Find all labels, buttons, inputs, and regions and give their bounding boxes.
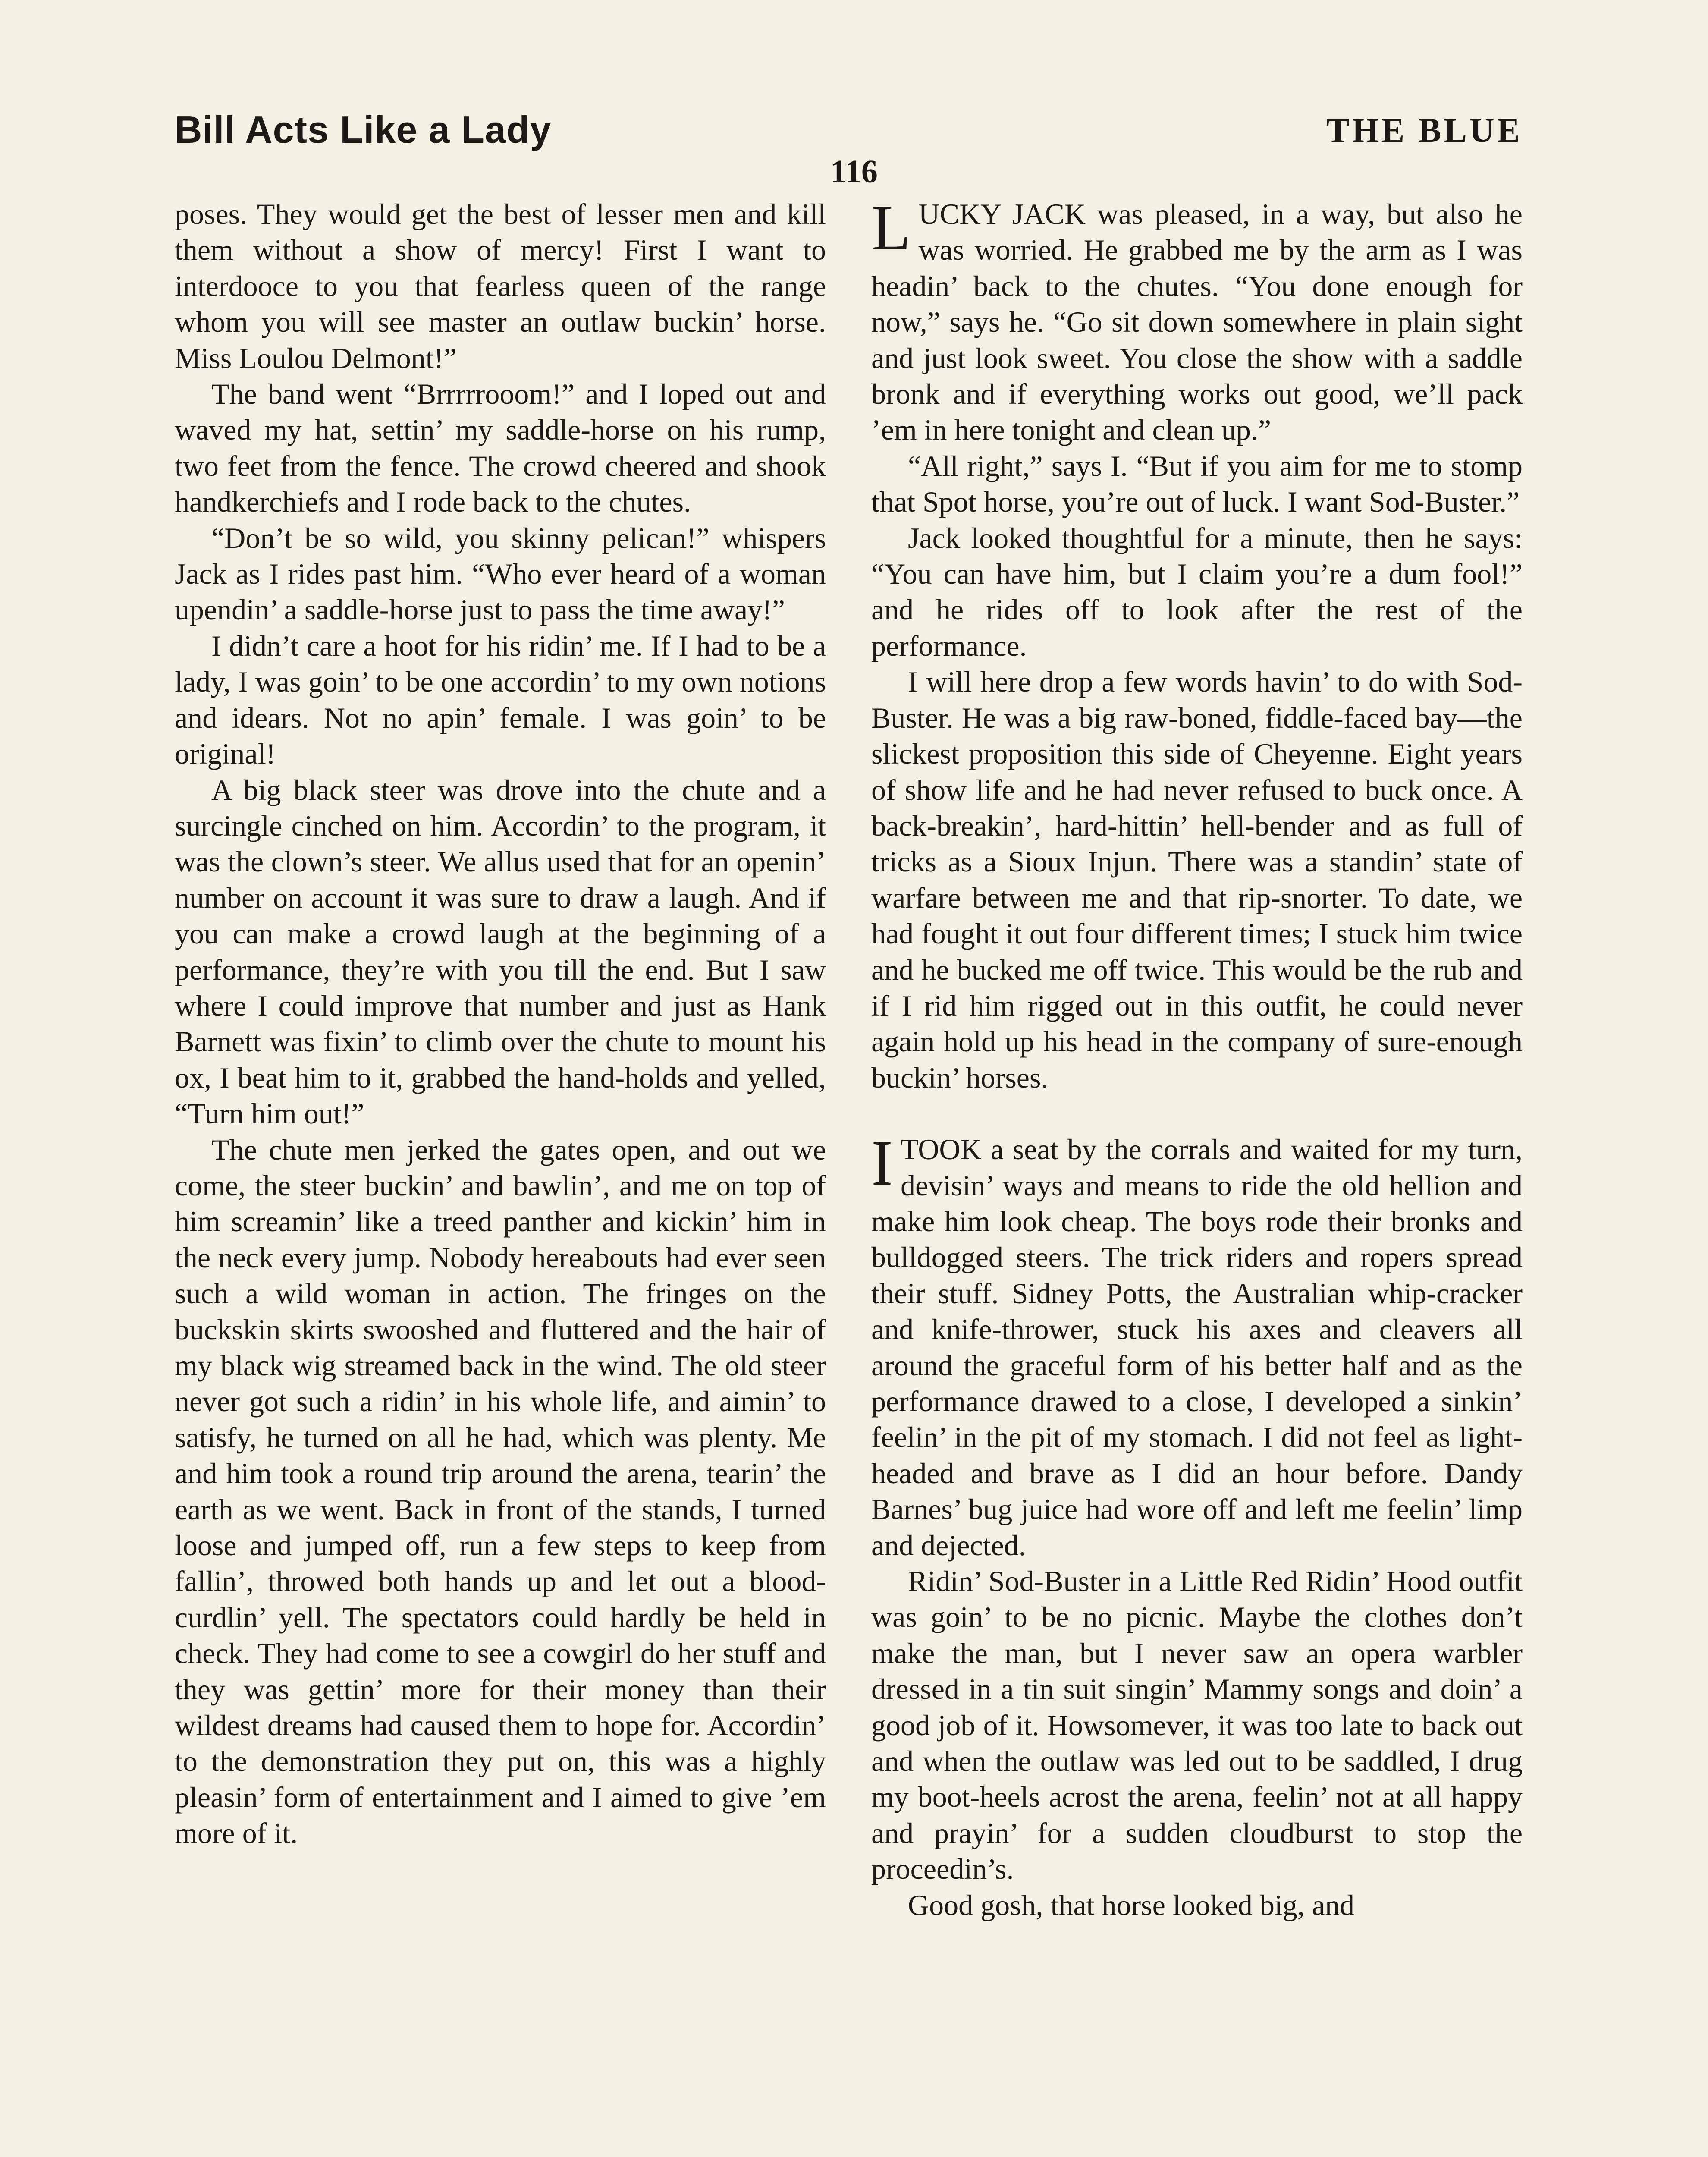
magazine-name: THE BLUE [1326,112,1523,150]
right-column [871,192,1523,1923]
paragraph: The band went “Brrrrrooom!” and I loped out and waved my hat, settin’ my saddle-horse on his rump, two feet from the fence. The crowd cheered and shook handkerchiefs and I rode back to the chutes. [175,377,826,519]
paragraph-text: TOOK a seat by the corrals and waited for my turn, devisin’ ways and means to ride the old hellion and make him look cheap. The boys rode their bronks and bulldogged steers. The trick riders and ropers spread their stuff. Sidney Potts, the Australian whip-cracker and knife-thrower, stuck his axes and cleavers all around the graceful form of his better half and as the performance drawed to a close, I developed a sinkin’ feelin’ in the pit of my stomach. I did not feel as light-headed and brave as I did an hour before. Dandy Barnes’ bug juice had wore off and left me feelin’ limp and dejected. [871,1133,1523,1562]
paragraph: poses. They would get the best of lesser men and kill them without a show of mercy! First I want to interdooce to you that fearless queen of the range whom you will see master an outlaw buckin’ horse. Miss Loulou Delmont!” [175,198,826,374]
paragraph: “All right,” says I. “But if you aim for me to stomp that Spot horse, you’re out of luck. I want Sod-Buster.” [871,449,1523,519]
paragraph-text: UCKY JACK was pleased, in a way, but also he was worried. He grabbed me by the arm as I was headin’ back to the chutes. “You done enough for now,” says he. “Go sit down somewhere in plain sight and just look sweet. You close the show with a saddle bronk and if everything works out good, we’ll pack ’em in here tonight and clean up.” [871,198,1523,446]
page-number: 116 [830,154,878,190]
paragraph: I will here drop a few words havin’ to do with Sod-Buster. He was a big raw-boned, fiddle-faced bay—the slickest proposition this side of Cheyenne. Eight years of show life and he had never refused to buck once. A back-breakin’, hard-hittin’ hell-bender and as full of tricks as a Sioux Injun. There was a standin’ state of warfare between me and that rip-snorter. To date, we had fought it out four different times; I stuck him twice and he bucked me off twice. This would be the rub and if I rid him rigged out in this outfit, he could never again hold up his head in the company of sure-enough buckin’ horses. [871,665,1523,1094]
story-title: Bill Acts Like a Lady [175,108,552,151]
section-opening-paragraph [871,192,1523,448]
paragraph: I didn’t care a hoot for his ridin’ me. If I had to be a lady, I was goin’ to be one accordin’ to my own notions and idears. Not no apin’ female. I was goin’ to be original! [175,629,826,770]
paragraph: Good gosh, that horse looked big, and [908,1888,1354,1921]
paragraph: A big black steer was drove into the chute and a surcingle cinched on him. Accordin’ to the program, it was the clown’s steer. We allus used that for an openin’ number on account it was sure to draw a laugh. And if you can make a crowd laugh at the beginning of a performance, they’re with you till the end. But I saw where I could improve that number and just as Hank Barnett was fixin’ to climb over the chute to mount his ox, I beat him to it, grabbed the hand-holds and yelled, “Turn him out!” [175,773,826,1130]
drop-cap: I [871,1127,893,1199]
drop-cap: L [871,192,911,264]
paragraph: “Don’t be so wild, you skinny pelican!” whispers Jack as I rides past him. “Who ever heard of a woman upendin’ a saddle-horse just to pass the time away!” [175,521,826,626]
paragraph: The chute men jerked the gates open, and out we come, the steer buckin’ and bawlin’, and me on top of him screamin’ like a treed panther and kickin’ him in the neck every jump. Nobody hereabouts had ever seen such a wild woman in action. The fringes on the buckskin skirts swooshed and fluttered and the hair of my black wig streamed back in the wind. The old steer never got such a ridin’ in his whole life, and aimin’ to satisfy, he turned on all he had, which was plenty. Me and him took a round trip around the arena, tearin’ the earth as we went. Back in front of the stands, I turned loose and jumped off, run a few steps to keep from fallin’, throwed both hands up and let out a blood-curdlin’ yell. The spectators could hardly be held in check. They had come to see a cowgirl do her stuff and they was gettin’ more for their money than their wildest dreams had caused them to hope for. Accordin’ to the demonstration they put on, this was a highly pleasin’ form of entertainment and I aimed to give ’em more of it. [175,1133,826,1850]
paragraph: Jack looked thoughtful for a minute, then he says: “You can have him, but I claim you’re a dum fool!” and he rides off to look after the rest of the performance. [871,521,1523,662]
paragraph: Ridin’ Sod-Buster in a Little Red Ridin’ Hood outfit was goin’ to be no picnic. Maybe the clothes don’t make the man, but I never saw an opera warbler dressed in a tin suit singin’ Mammy songs and doin’ a good job of it. Howsomever, it was too late to back out and when the outlaw was led out to be saddled, I drug my boot-heels acrost the arena, feelin’ not at all happy and prayin’ for a sudden cloudburst to stop the proceedin’s. [871,1565,1523,1886]
section-opening-paragraph [871,1127,1523,1563]
left-column [175,196,826,1852]
